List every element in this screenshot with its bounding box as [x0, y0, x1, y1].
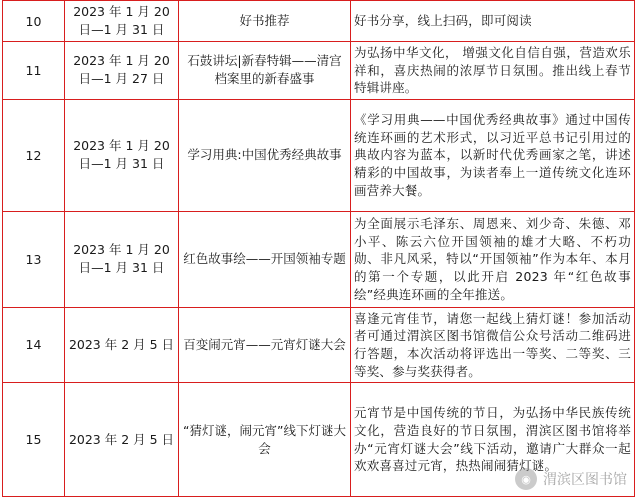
row-title: 好书推荐 [179, 1, 351, 42]
row-date: 2023 年 1 月 20 日—1 月 31 日 [65, 99, 179, 211]
table-row [3, 1, 635, 42]
row-date: 2023 年 1 月 20 日—1 月 27 日 [65, 42, 179, 100]
row-description: 元宵节是中国传统的节日，为弘扬中华民族传统文化，营造良好的节日氛围，渭滨区图书馆将举办“元宵灯谜大会”线下活动，邀请广大群众一起欢欢喜喜过元宵，热热闹闹猜灯谜。 [351, 383, 635, 497]
row-index: 10 [3, 1, 65, 42]
table-row [3, 99, 635, 211]
table-row [3, 211, 635, 307]
row-description: 喜逢元宵佳节，请您一起线上猜灯谜！参加活动者可通过渭滨区图书馆微信公众号活动二维码进行答题，本次活动将评选出一等奖、二等奖、三等奖、参与奖获得者。 [351, 307, 635, 382]
row-date: 2023 年 2 月 5 日 [65, 307, 179, 382]
row-index: 14 [3, 307, 65, 382]
row-date: 2023 年 1 月 20 日—1 月 31 日 [65, 1, 179, 42]
row-title: 百变闹元宵——元宵灯谜大会 [179, 307, 351, 382]
row-index: 11 [3, 42, 65, 100]
row-title: 石鼓讲坛|新春特辑——清宫档案里的新春盛事 [179, 42, 351, 100]
row-index: 15 [3, 383, 65, 497]
row-index: 12 [3, 99, 65, 211]
row-title: 学习用典:中国优秀经典故事 [179, 99, 351, 211]
row-description: 《学习用典——中国优秀经典故事》通过中国传统连环画的艺术形式，以习近平总书记引用过的典故内容为蓝本，以新时代优秀画家之笔，讲述精彩的中国故事，为读者奉上一道传统文化连环画营养大餐。 [351, 99, 635, 211]
row-index: 13 [3, 211, 65, 307]
table-row [3, 42, 635, 100]
table-row [3, 383, 635, 497]
row-description: 好书分享，线上扫码，即可阅读 [351, 1, 635, 42]
row-description: 为弘扬中华文化， 增强文化自信自强，营造欢乐祥和，喜庆热闹的浓厚节日氛围。推出线上春节特辑讲座。 [351, 42, 635, 100]
events-table-body [3, 1, 635, 497]
wechat-icon: ◉ [515, 468, 537, 490]
table-row [3, 307, 635, 382]
row-title: 红色故事绘——开国领袖专题 [179, 211, 351, 307]
row-title: “猜灯谜，闹元宵”线下灯谜大会 [179, 383, 351, 497]
watermark-text: 渭滨区图书馆 [543, 472, 627, 488]
row-date: 2023 年 1 月 20 日—1 月 31 日 [65, 211, 179, 307]
row-description: 为全面展示毛泽东、周恩来、刘少奇、朱德、邓小平、陈云六位开国领袖的雄才大略、不朽功勋、非凡风采，特以“开国领袖”作为本年、本月的第一个专题，以此开启 2023 年“红色故事绘”经典连环画的全年推送。 [351, 211, 635, 307]
events-table [2, 0, 635, 497]
row-date: 2023 年 2 月 5 日 [65, 383, 179, 497]
